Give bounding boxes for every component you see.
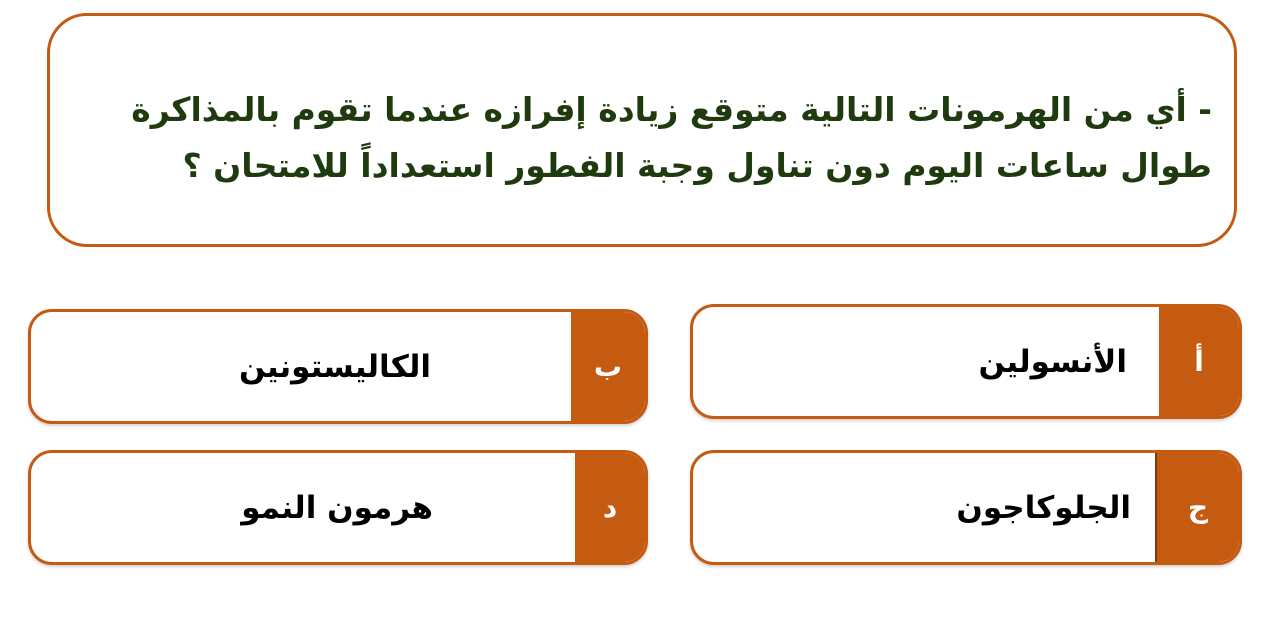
option-c-letter: ج (1155, 453, 1239, 562)
option-c-label: الجلوكاجون (956, 489, 1131, 526)
option-d[interactable] (28, 450, 648, 565)
option-b[interactable] (28, 309, 648, 424)
option-b-label: الكاليستونين (238, 348, 431, 385)
option-a-letter: أ (1159, 307, 1239, 416)
option-c[interactable] (690, 450, 1242, 565)
option-a[interactable] (690, 304, 1242, 419)
option-b-letter: ب (571, 312, 645, 421)
question-box (47, 13, 1237, 247)
option-d-label: هرمون النمو (241, 489, 433, 526)
option-a-label: الأنسولين (978, 343, 1127, 380)
option-d-letter: د (575, 453, 645, 562)
question-text: - أي من الهرمونات التالية متوقع زيادة إفرازه عندما تقوم بالمذاكرة طوال ساعات اليوم دون تناول وجبة الفطور استعداداً للامتحان ؟ (131, 90, 1212, 185)
